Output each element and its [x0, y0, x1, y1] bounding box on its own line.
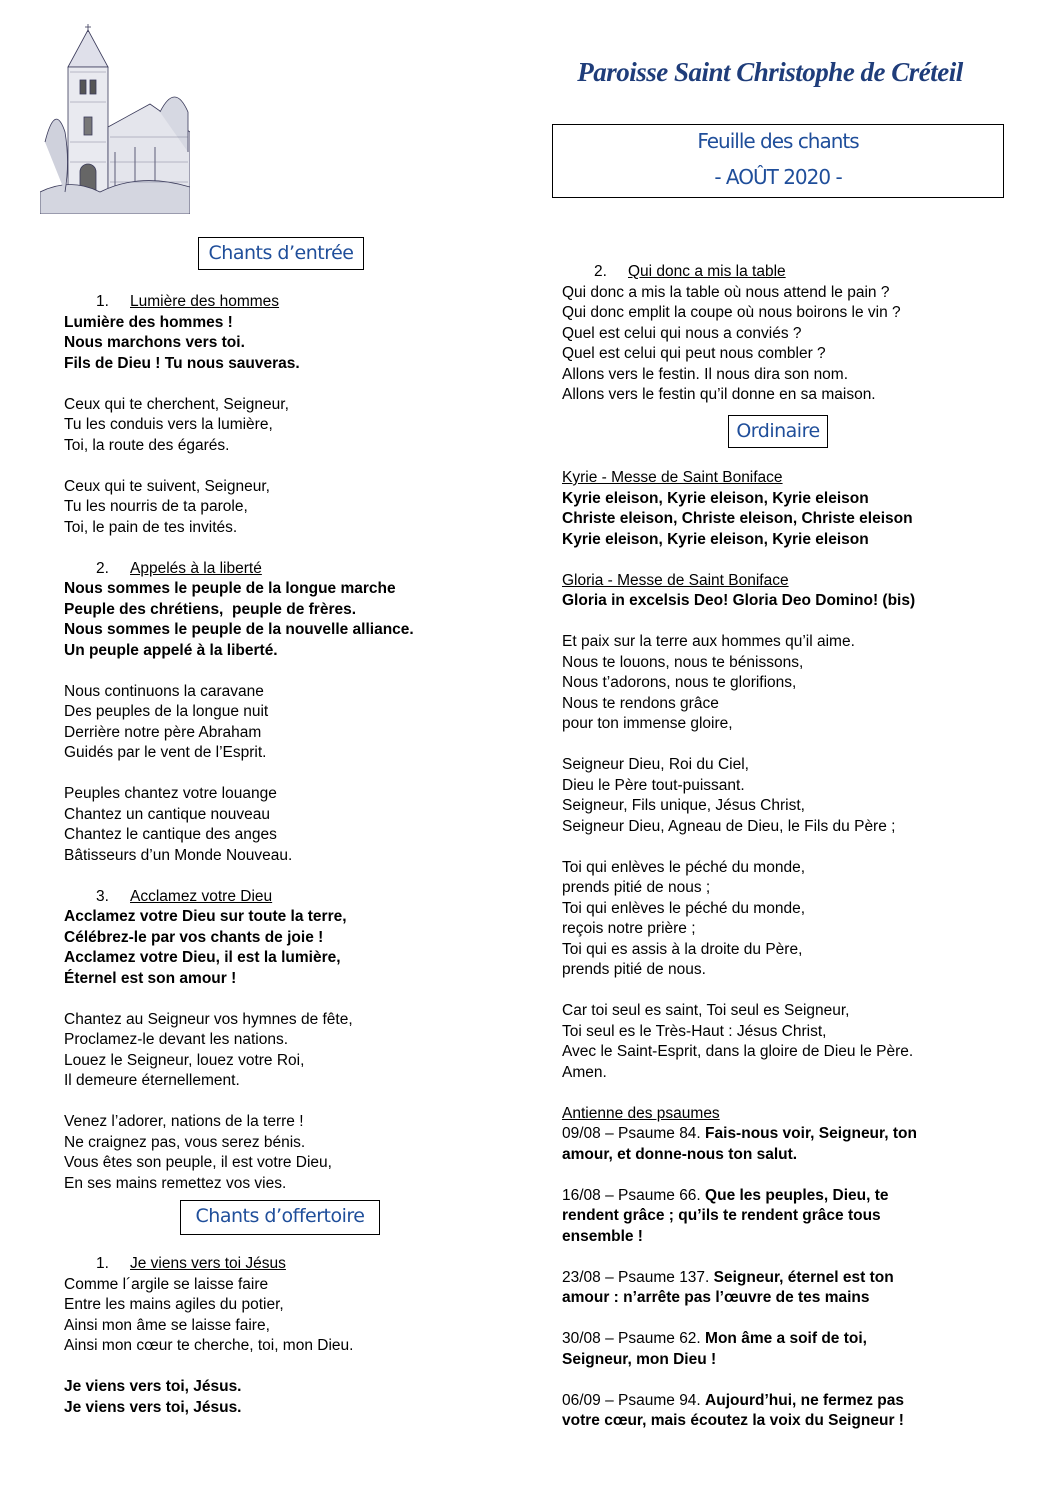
verse-line: Guidés par le vent de l’Esprit. — [64, 744, 267, 761]
psalm-text: Seigneur, éternel est ton — [713, 1268, 894, 1286]
psalm-text: amour : n’arrête pas l’œuvre de tes mains — [562, 1289, 870, 1306]
gloria-line: Seigneur, Fils unique, Jésus Christ, — [562, 797, 805, 814]
refrain-line: Un peuple appelé à la liberté. — [64, 641, 278, 659]
parish-title: Paroisse Saint Christophe de Créteil — [577, 57, 963, 87]
refrain-line: Acclamez votre Dieu, il est la lumière, — [64, 949, 341, 966]
left-offertoire-column — [64, 1254, 504, 1418]
refrain-line: Nous sommes le peuple de la nouvelle alliance. — [64, 621, 414, 638]
verse-line: Comme l´argile se laisse faire — [64, 1275, 269, 1293]
refrain-line: Nous sommes le peuple de la longue marche — [64, 580, 396, 597]
verse-line: Bâtisseurs d’un Monde Nouveau. — [64, 846, 293, 864]
song-title: Je viens vers toi Jésus — [130, 1255, 286, 1272]
left-column — [64, 292, 504, 1194]
psalm-ref: 16/08 – Psaume 66. — [562, 1186, 706, 1204]
gloria-line: Toi qui enlèves le péché du monde, — [562, 858, 805, 876]
psalm-text: votre cœur, mais écoutez la voix du Seigneur ! — [562, 1412, 904, 1429]
psalm-ref: 30/08 – Psaume 62. — [562, 1330, 706, 1347]
sheet-title-box — [552, 124, 1004, 198]
kyrie-line: Kyrie eleison, Kyrie eleison, Kyrie eleison — [562, 530, 869, 548]
verse-line: Peuples chantez votre louange — [64, 785, 277, 802]
verse-line: Qui donc emplit la coupe où nous boirons le vin ? — [562, 304, 901, 321]
gloria-line: Toi qui es assis à la droite du Père, — [562, 940, 803, 958]
church-illustration — [40, 22, 190, 214]
psalm-ref: 09/08 – Psaume 84. — [562, 1125, 706, 1142]
song-heading: 2. Qui donc a mis la table — [594, 263, 786, 280]
verse-line: Quel est celui qui nous a conviés ? — [562, 324, 802, 342]
kyrie-title: Kyrie - Messe de Saint Boniface — [562, 469, 783, 486]
gloria-title: Gloria - Messe de Saint Boniface — [562, 571, 789, 589]
psalm-line — [562, 1329, 1032, 1350]
section-ordinaire: Ordinaire — [728, 415, 828, 448]
psalm-line — [562, 1268, 1032, 1289]
section-chants-entree: Chants d’entrée — [198, 237, 364, 270]
sheet-title: Feuille des chants — [697, 129, 859, 153]
song-title: Appelés à la liberté — [130, 559, 262, 577]
verse-line: Nous continuons la caravane — [64, 682, 264, 700]
verse-line: Proclamez-le devant les nations. — [64, 1031, 289, 1048]
song-heading: 3. Acclamez votre Dieu — [96, 887, 273, 905]
refrain-line: Peuple des chrétiens, peuple de frères. — [64, 600, 357, 618]
verse-line: Entre les mains agiles du potier, — [64, 1296, 284, 1313]
psalms-title: Antienne des psaumes — [562, 1104, 720, 1122]
verse-line: Derrière notre père Abraham — [64, 723, 262, 741]
psalm-line — [562, 1186, 1032, 1207]
gloria-line: Nous t’adorons, nous te glorifions, — [562, 674, 797, 691]
psalm-line — [562, 1391, 1032, 1412]
verse-line: Venez l’adorer, nations de la terre ! — [64, 1113, 304, 1130]
gloria-refrain: Gloria in excelsis Deo! Gloria Deo Domino! (bis) — [562, 592, 916, 609]
gloria-line: Car toi seul es saint, Toi seul es Seigneur, — [562, 1002, 850, 1019]
song-heading: 1. Lumière des hommes — [96, 293, 280, 310]
verse-line: Chantez le cantique des anges — [64, 826, 277, 843]
verse-line: Tu les nourris de ta parole, — [64, 498, 248, 515]
verse-line: Ceux qui te cherchent, Seigneur, — [64, 395, 289, 413]
psalm-text: Mon âme a soif de toi, — [705, 1330, 867, 1347]
gloria-line: reçois notre prière ; — [562, 920, 696, 937]
song-title: Acclamez votre Dieu — [130, 887, 273, 905]
psalm-ref: 06/09 – Psaume 94. — [562, 1391, 706, 1409]
psalm-text: ensemble ! — [562, 1227, 643, 1245]
refrain-line: Je viens vers toi, Jésus. — [64, 1378, 242, 1395]
gloria-line: Avec le Saint-Esprit, dans la gloire de Dieu le Père. — [562, 1043, 914, 1060]
verse-line: Ainsi mon cœur te cherche, toi, mon Dieu. — [64, 1337, 354, 1354]
song-heading: 1. Je viens vers toi Jésus — [96, 1255, 286, 1272]
verse-line: Toi, le pain de tes invités. — [64, 518, 238, 536]
verse-line: Louez le Seigneur, louez votre Roi, — [64, 1051, 305, 1069]
verse-line: En ses mains remettez vos vies. — [64, 1174, 287, 1192]
gloria-line: Seigneur Dieu, Roi du Ciel, — [562, 756, 749, 773]
verse-line: Allons vers le festin qu’il donne en sa maison. — [562, 386, 876, 403]
kyrie-line: Kyrie eleison, Kyrie eleison, Kyrie eleison — [562, 489, 869, 507]
verse-line: Tu les conduis vers la lumière, — [64, 416, 273, 433]
verse-line: Allons vers le festin. Il nous dira son nom. — [562, 365, 849, 383]
verse-line: Chantez un cantique nouveau — [64, 805, 270, 823]
gloria-line: prends pitié de nous. — [562, 961, 706, 978]
right-top-column — [562, 262, 1022, 406]
psalm-text: Seigneur, mon Dieu ! — [562, 1350, 717, 1368]
psalm-ref: 23/08 – Psaume 137. — [562, 1268, 714, 1286]
sheet-month: - AOÛT 2020 - — [714, 165, 842, 189]
refrain-line: Lumière des hommes ! — [64, 313, 233, 331]
refrain-line: Éternel est son amour ! — [64, 969, 237, 987]
kyrie-line: Christe eleison, Christe eleison, Christe eleison — [562, 510, 913, 527]
verse-line: Chantez au Seigneur vos hymnes de fête, — [64, 1010, 353, 1028]
refrain-line: Fils de Dieu ! Tu nous sauveras. — [64, 354, 300, 372]
gloria-line: Nous te rendons grâce — [562, 694, 719, 712]
psalm-text: Aujourd’hui, ne fermez pas — [705, 1391, 904, 1409]
gloria-line: Toi qui enlèves le péché du monde, — [562, 899, 805, 917]
verse-line: Quel est celui qui peut nous combler ? — [562, 345, 826, 362]
song-heading: 2. Appelés à la liberté — [96, 559, 262, 577]
verse-line: Des peuples de la longue nuit — [64, 703, 269, 720]
psalm-text: rendent grâce ; qu’ils te rendent grâce tous — [562, 1207, 881, 1224]
verse-line: Ainsi mon âme se laisse faire, — [64, 1316, 270, 1334]
gloria-line: pour ton immense gloire, — [562, 715, 733, 732]
psalm-text: Que les peuples, Dieu, te — [705, 1186, 889, 1204]
gloria-line: Dieu le Père tout-puissant. — [562, 776, 745, 794]
gloria-line: Toi seul es le Très-Haut : Jésus Christ, — [562, 1022, 827, 1040]
verse-line: Vous êtes son peuple, il est votre Dieu, — [64, 1154, 332, 1171]
refrain-line: Nous marchons vers toi. — [64, 334, 245, 351]
section-chants-offertoire: Chants d’offertoire — [180, 1200, 380, 1235]
song-title: Lumière des hommes — [130, 293, 280, 310]
refrain-line: Célébrez-le par vos chants de joie ! — [64, 928, 324, 946]
gloria-line: prends pitié de nous ; — [562, 879, 711, 896]
verse-line: Ceux qui te suivent, Seigneur, — [64, 477, 270, 495]
song-title: Qui donc a mis la table — [628, 263, 786, 280]
gloria-line: Amen. — [562, 1063, 607, 1081]
verse-line: Ne craignez pas, vous serez bénis. — [64, 1133, 306, 1151]
refrain-line: Acclamez votre Dieu sur toute la terre, — [64, 908, 347, 925]
verse-line: Toi, la route des égarés. — [64, 436, 230, 454]
right-column — [562, 468, 1032, 1432]
verse-line: Qui donc a mis la table où nous attend le pain ? — [562, 283, 890, 301]
refrain-line: Je viens vers toi, Jésus. — [64, 1398, 242, 1416]
gloria-line: Et paix sur la terre aux hommes qu’il aime. — [562, 633, 855, 650]
psalm-text: amour, et donne-nous ton salut. — [562, 1145, 798, 1163]
psalm-line — [562, 1124, 1032, 1145]
gloria-line: Seigneur Dieu, Agneau de Dieu, le Fils du Père ; — [562, 817, 896, 835]
psalm-text: Fais-nous voir, Seigneur, ton — [705, 1125, 917, 1142]
verse-line: Il demeure éternellement. — [64, 1072, 240, 1089]
gloria-line: Nous te louons, nous te bénissons, — [562, 653, 804, 671]
